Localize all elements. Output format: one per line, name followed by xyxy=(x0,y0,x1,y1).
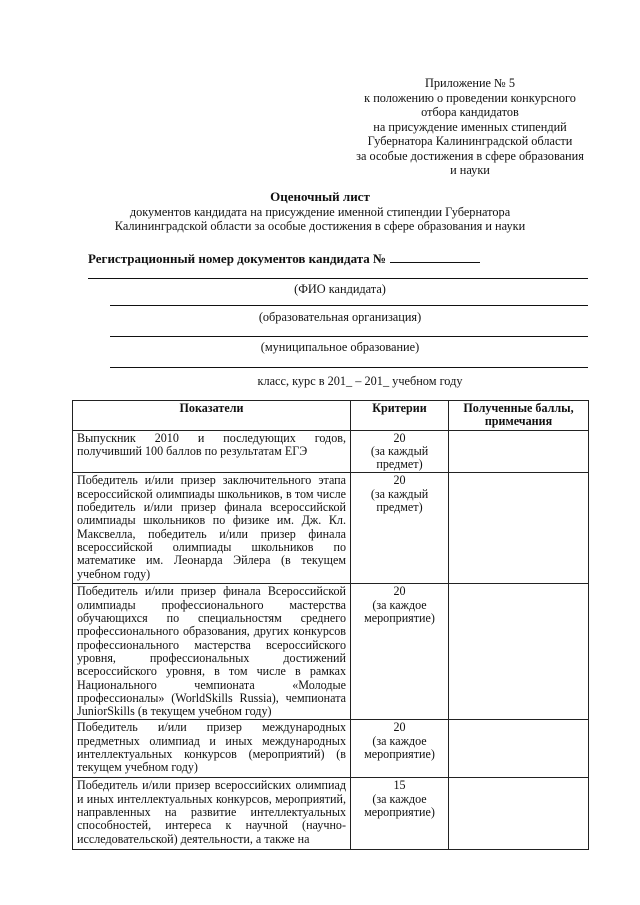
table-row xyxy=(73,584,589,720)
fio-line xyxy=(88,278,588,279)
appendix-line: за особые достижения в сфере образования xyxy=(356,148,584,163)
indicator-cell: Выпускник 2010 и последующих годов, получивший 100 баллов по результатам ЕГЭ xyxy=(73,430,351,473)
table-row xyxy=(73,430,589,473)
table-row xyxy=(73,778,589,850)
criterion-note: (за каждое мероприятие) xyxy=(364,733,435,762)
fio-caption: (ФИО кандидата) xyxy=(294,282,386,296)
points: 15 xyxy=(393,778,406,793)
header-scores: Полученные баллы, примечания xyxy=(449,401,589,431)
org-caption: (образовательная организация) xyxy=(258,310,422,324)
registration-blank xyxy=(390,250,480,263)
criterion-cell xyxy=(351,473,449,584)
header-criteria: Критерии xyxy=(351,401,449,431)
year-caption: класс, курс в 201_ – 201_ учебном году xyxy=(257,374,463,388)
registration-number xyxy=(88,250,480,267)
points: 20 xyxy=(393,720,406,735)
points: 20 xyxy=(393,473,406,488)
document-title xyxy=(0,190,640,234)
appendix-line: к положению о проведении конкурсного xyxy=(364,90,576,105)
subtitle-line: документов кандидата на присуждение именной стипендии Губернатора xyxy=(129,204,511,219)
score-cell[interactable] xyxy=(449,473,589,584)
score-cell[interactable] xyxy=(449,430,589,473)
title: Оценочный лист xyxy=(270,189,370,204)
appendix-line: Приложение № 5 xyxy=(424,76,516,90)
org-line xyxy=(110,305,588,306)
indicator-cell: Победитель и/или призер международных предметных олимпиад и иных международных интеллектуальных конкурсов (мероприятий) (в текущем учебном году) xyxy=(73,720,351,778)
appendix-line: отбора кандидатов xyxy=(421,105,519,119)
indicator-cell: Победитель и/или призер заключительного этапа всероссийской олимпиады школьников, в том числе победитель и/или призер финала всероссийской олимпиады школьников по физике им. Дж. Кл. Максвелла, победитель и/или призер финала всероссийской олимпиады школьников по математике им. Леонарда Эйлера (в текущем учебном году) xyxy=(73,473,351,584)
criterion-cell xyxy=(351,778,449,850)
table-row xyxy=(73,720,589,778)
score-cell[interactable] xyxy=(449,778,589,850)
indicator-cell: Победитель и/или призер всероссийских олимпиад и иных интеллектуальных конкурсов, мероприятий, направленных на развитие интеллектуальных способностей, интереса к научной (научно-исследовательской) деятельности, а также на xyxy=(73,778,351,850)
criterion-cell xyxy=(351,430,449,473)
table-row xyxy=(73,473,589,584)
appendix-header xyxy=(330,76,610,178)
appendix-line: Губернатора Калининградской области xyxy=(367,134,573,148)
points: 20 xyxy=(393,584,406,599)
criterion-note: (за каждое мероприятие) xyxy=(364,791,435,820)
criterion-cell xyxy=(351,720,449,778)
header-indicators: Показатели xyxy=(73,401,351,431)
year-line xyxy=(110,367,588,368)
points: 20 xyxy=(393,430,406,445)
appendix-line: на присуждение именных стипендий xyxy=(373,119,567,134)
score-cell[interactable] xyxy=(449,720,589,778)
mun-line xyxy=(110,336,588,337)
indicator-cell: Победитель и/или призер финала Всероссийской олимпиады профессионального мастерства обучающихся по специальностям среднего профессионального образования, других конкурсов профессионального мастерства всероссийского уровня, профессиональных достижений всероссийского уровня, в том числе в рамках Национального чемпионата «Молодые профессионалы» (WorldSkills Russia), чемпионата JuniorSkills (в текущем учебном году) xyxy=(73,584,351,720)
appendix-line: и науки xyxy=(450,163,490,177)
evaluation-table xyxy=(72,400,589,850)
criterion-note: (за каждое мероприятие) xyxy=(364,597,435,626)
table-header xyxy=(73,401,589,431)
score-cell[interactable] xyxy=(449,584,589,720)
mun-caption: (муниципальное образование) xyxy=(260,340,420,354)
subtitle-line: Калининградской области за особые достижения в сфере образования и науки xyxy=(114,219,526,233)
criterion-note: (за каждый предмет) xyxy=(370,486,429,515)
criterion-note: (за каждый предмет) xyxy=(370,443,429,472)
registration-label: Регистрационный номер документов кандидата № xyxy=(88,251,387,266)
criterion-cell xyxy=(351,584,449,720)
